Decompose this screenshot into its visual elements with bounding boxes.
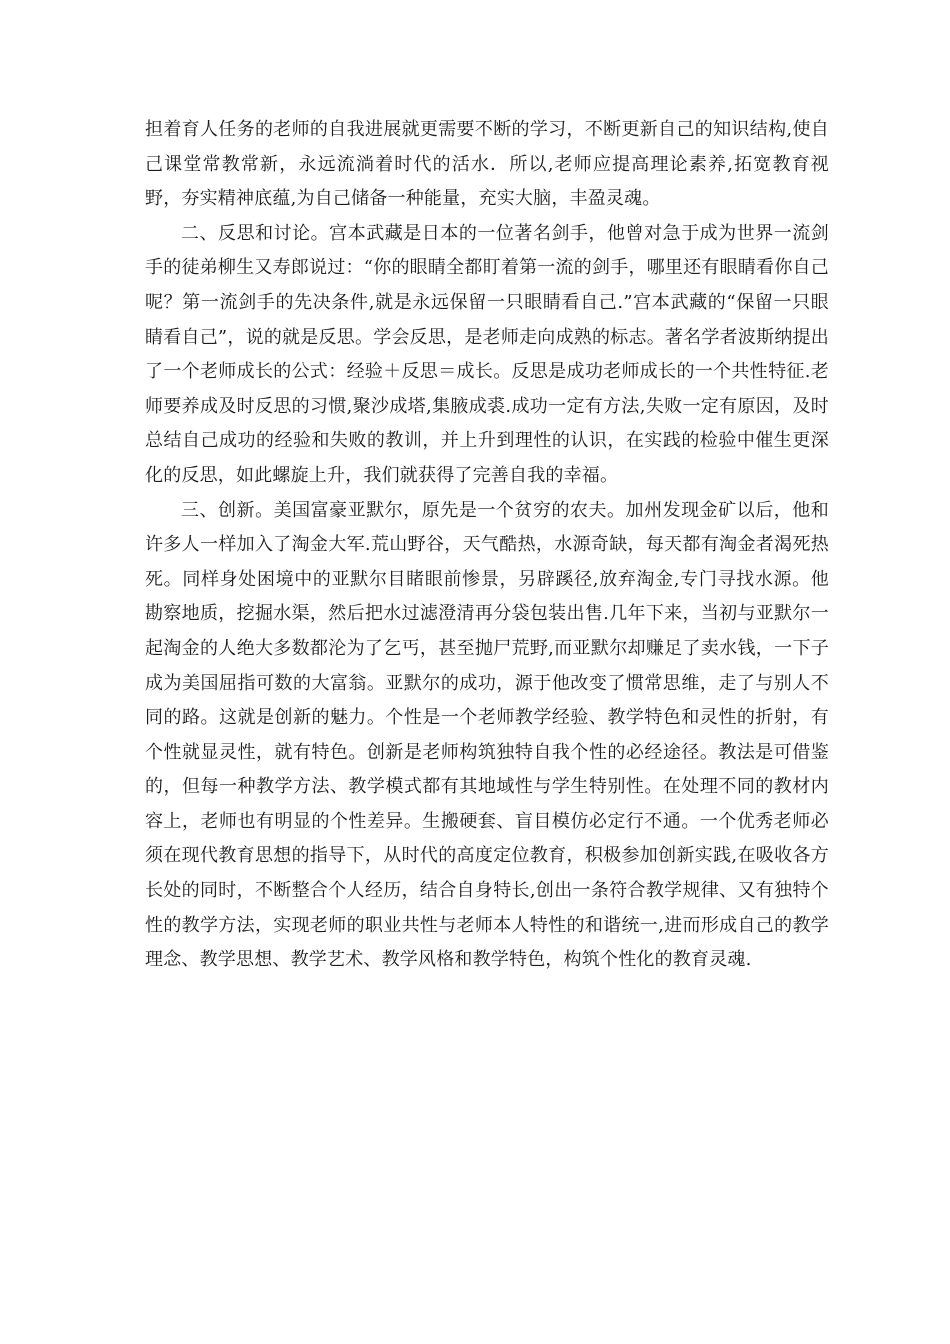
paragraph-3: 三、创新。美国富豪亚默尔，原先是一个贫穷的农夫。加州发现金矿以后，他和许多人一样加入了淘金大军.荒山野谷，天气酷热，水源奇缺，每天都有淘金者渴死热死。同样身处困境中的亚默尔目睹眼前惨景，另辟蹊径,放弃淘金,专门寻找水源。他勘察地质，挖掘水渠，然后把水过滤澄清再分袋包装出售.几年下来，当初与亚默尔一起淘金的人绝大多数都沦为了乞丐，甚至抛尸荒野,而亚默尔却赚足了卖水钱，一下子成为美国屈指可数的大富翁。亚默尔的成功，源于他改变了惯常思维，走了与别人不同的路。这就是创新的魅力。个性是一个老师教学经验、教学特色和灵性的折射，有个性就显灵性，就有特色。创新是老师构筑独特自我个性的必经途径。教法是可借鉴的，但每一种教学方法、教学模式都有其地域性与学生特别性。在处理不同的教材内容上，老师也有明显的个性差异。生搬硬套、盲目模仿必定行不通。一个优秀老师必须在现代教育思想的指导下，从时代的高度定位教育，积极参加创新实践,在吸收各方长处的同时，不断整合个人经历，结合自身特长,创出一条符合教学规律、又有独特个性的教学方法，实现老师的职业共性与老师本人特性的和谐统一,进而形成自己的教学理念、教学思想、教学艺术、教学风格和教学特色，构筑个性化的教育灵魂. <box>145 499 829 971</box>
paragraph-1: 担着育人任务的老师的自我进展就更需要不断的学习，不断更新自己的知识结构,使自己课堂常教常新，永远流淌着时代的活水．所以,老师应提高理论素养,拓宽教育视野，夯实精神底蕴,为自己储备一种能量，充实大脑，丰盈灵魂。 <box>145 119 829 210</box>
paragraph-2: 二、反思和讨论。宫本武藏是日本的一位著名剑手，他曾对急于成为世界一流剑手的徒弟柳生又寿郎说过：“你的眼睛全都盯着第一流的剑手，哪里还有眼睛看你自己呢？第一流剑手的先决条件,就是永远保留一只眼睛看自己.”宫本武藏的“保留一只眼睛看自己”，说的就是反思。学会反思，是老师走向成熟的标志。著名学者波斯纳提出了一个老师成长的公式：经验＋反思＝成长。反思是成功老师成长的一个共性特征.老师要养成及时反思的习惯,聚沙成塔,集腋成裘.成功一定有方法,失败一定有原因，及时总结自己成功的经验和失败的教训，并上升到理性的认识，在实践的检验中催生更深化的反思，如此螺旋上升，我们就获得了完善自我的幸福。 <box>145 222 829 486</box>
document-body <box>145 113 829 978</box>
